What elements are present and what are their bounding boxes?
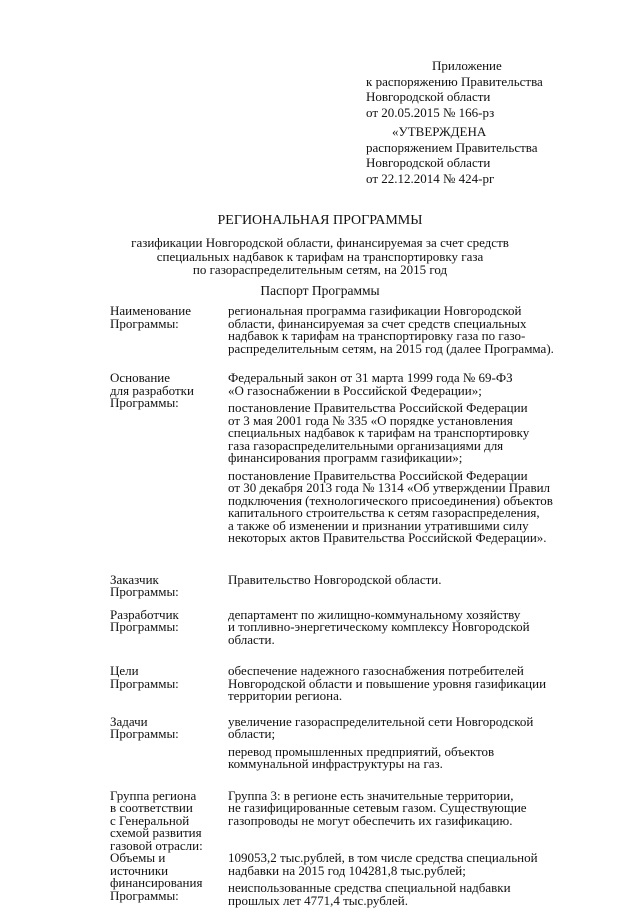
document-title: РЕГИОНАЛЬНАЯ ПРОГРАММЫ (217, 213, 423, 228)
label-line: Программы: (110, 584, 179, 599)
label-line: для разработки (110, 382, 194, 398)
label-line: Программы: (110, 675, 179, 691)
passport-row-label (110, 606, 228, 652)
content-paragraph (228, 665, 600, 703)
content-line: постановление Правительства Российской Федерации (228, 467, 528, 483)
label-line: в соответствии (110, 800, 193, 815)
content-line: специальных надбавок к тарифам на транспортировку (228, 425, 530, 440)
content-line: обеспечение надежного газоснабжения потребителей (228, 663, 524, 678)
label-line: схемой развития (110, 825, 202, 840)
content-paragraph (228, 467, 600, 545)
content-line: области, финансируемая за счет средств специальных (228, 315, 527, 331)
content-line: а также об изменении и признании утратившими силу (228, 517, 529, 533)
content-paragraph (228, 882, 600, 907)
passport-row-label (110, 852, 228, 912)
passport-row-content (228, 606, 600, 652)
passport-row (110, 665, 610, 708)
appendix-date-line: от 20.05.2015 № 166-рз (366, 104, 495, 120)
label-line: финансирования (110, 875, 203, 890)
content-line: области. (228, 631, 275, 647)
label-line: Программы: (110, 315, 179, 331)
label-line: Цели (110, 663, 139, 678)
content-line: территории региона. (228, 688, 343, 703)
content-line: от 3 мая 2001 года № 335 «О порядке установления (228, 412, 513, 428)
content-paragraph (228, 606, 600, 647)
passport-row (110, 305, 610, 360)
passport-table (110, 305, 610, 912)
content-line: 109053,2 тыс.рублей, в том числе средства специальной (228, 850, 538, 865)
content-line: области; (228, 726, 276, 741)
content-line: и топливно-энергетическому комплексу Новгородской (228, 619, 530, 634)
label-line: с Генеральной (110, 812, 190, 828)
content-line: «О газоснабжении в Российской Федерации»; (228, 382, 482, 398)
passport-row-content (228, 852, 600, 912)
content-line: некоторых актов Правительства Российской Федерации». (228, 530, 547, 545)
content-paragraph (228, 305, 600, 355)
content-line: не газифицированные сетевым газом. Существующие (228, 800, 527, 815)
subtitle-line: специальных надбавок к тарифам на транспортировку газа (156, 248, 484, 264)
content-line: надбавок к тарифам на транспортировку газа по газо- (228, 328, 526, 343)
content-line: от 30 декабря 2013 года № 1314 «Об утверждении Правил (228, 480, 551, 495)
passport-row-content (228, 571, 600, 599)
content-line: газопроводы не могут обеспечить их газификацию. (228, 812, 513, 828)
approved-label: «УТВЕРЖДЕНА (392, 124, 487, 139)
passport-row-content (228, 665, 600, 708)
content-line: региональная программа газификации Новгородской (228, 303, 522, 318)
content-line: Новгородской области и повышение уровня газификации (228, 675, 547, 691)
label-line: Программы: (110, 395, 179, 410)
label-line: Разработчик (110, 606, 179, 622)
passport-row-content (228, 372, 600, 550)
subtitle-line: по газораспределительным сетям, на 2015 год (192, 262, 448, 277)
content-paragraph (228, 787, 600, 828)
passport-row-label (110, 713, 228, 776)
appendix-line: к распоряжению Правительства (366, 73, 543, 89)
content-line: Группа 3: в регионе есть значительные территории, (228, 787, 514, 803)
passport-row-content (228, 305, 600, 360)
subtitle-line: газификации Новгородской области, финансируемая за счет средств (131, 235, 509, 250)
label-line: Задачи (110, 713, 148, 729)
content-line: Правительство Новгородской области. (228, 571, 442, 587)
passport-row-content (228, 713, 600, 776)
label-line: газовой отрасли: (110, 837, 203, 853)
passport-row (110, 713, 610, 776)
content-paragraph (228, 852, 600, 877)
approved-line: Новгородской области (366, 155, 491, 170)
document-subtitle (0, 236, 640, 277)
passport-row-label (110, 372, 228, 550)
content-paragraph (228, 743, 600, 771)
content-line: перевод промышленных предприятий, объектов (228, 743, 495, 759)
content-line: Федеральный закон от 31 марта 1999 года № 69-ФЗ (228, 370, 513, 385)
content-line: капитального строительства к сетям газораспределения, (228, 505, 540, 520)
content-line: распределительным сетям, на 2015 год (далее Программа). (228, 340, 554, 356)
passport-row (110, 787, 610, 853)
label-line: Основание (110, 370, 171, 385)
passport-row-label (110, 571, 228, 599)
content-paragraph (228, 713, 600, 741)
content-paragraph (228, 372, 600, 397)
passport-heading: Паспорт Программы (260, 283, 380, 298)
passport-row (110, 852, 610, 912)
content-paragraph (228, 571, 600, 587)
content-line: коммунальной инфраструктуры на газ. (228, 756, 443, 771)
label-line: Объемы и (110, 850, 166, 865)
content-paragraph (228, 402, 600, 465)
appendix-line: Новгородской области (366, 89, 491, 104)
content-line: газа газораспределительными организациями для (228, 437, 504, 453)
content-line: прошлых лет 4771,4 тыс.рублей. (228, 892, 408, 908)
approved-date-line: от 22.12.2014 № 424-рг (366, 170, 495, 186)
content-line: постановление Правительства Российской Федерации (228, 400, 528, 415)
content-line: неиспользованные средства специальной надбавки (228, 880, 511, 895)
label-line: Заказчик (110, 571, 159, 587)
approval-block (366, 58, 626, 186)
passport-row-label (110, 305, 228, 360)
appendix-label: Приложение (432, 58, 502, 73)
label-line: источники (110, 862, 169, 878)
passport-row (110, 606, 610, 652)
content-line: финансирования программ газификации»; (228, 450, 463, 465)
label-line: Программы: (110, 619, 179, 634)
content-line: увеличение газораспределительной сети Новгородской (228, 713, 534, 729)
passport-row (110, 571, 610, 599)
label-line: Программы: (110, 726, 179, 741)
passport-row-label (110, 787, 228, 853)
content-line: департамент по жилищно-коммунальному хозяйству (228, 606, 521, 622)
label-line: Группа региона (110, 787, 197, 803)
approved-line: распоряжением Правительства (366, 139, 538, 155)
passport-row-content (228, 787, 600, 853)
content-line: подключения (технологического присоединения) объектов (228, 492, 553, 508)
label-line: Программы: (110, 887, 179, 903)
content-line: надбавки на 2015 год 104281,8 тыс.рублей; (228, 862, 466, 878)
label-line: Наименование (110, 303, 191, 318)
passport-row-label (110, 665, 228, 708)
passport-row (110, 372, 610, 550)
